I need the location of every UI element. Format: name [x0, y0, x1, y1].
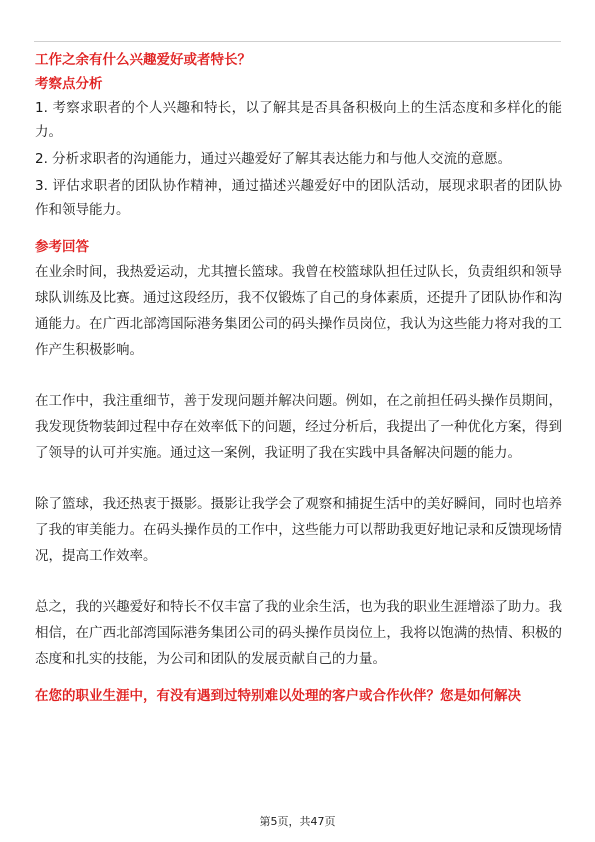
- page-content: [35, 50, 562, 706]
- answer-label: 参考回答: [35, 239, 89, 255]
- analysis-item-3: 3. 评估求职者的团队协作精神，通过描述兴趣爱好中的团队活动，展现求职者的团队协作和领导能力。: [35, 178, 562, 218]
- header-rule: [34, 41, 561, 42]
- next-question-title: 在您的职业生涯中，有没有遇到过特别难以处理的客户或合作伙伴？您是如何解决: [35, 688, 521, 704]
- question-title: 工作之余有什么兴趣爱好或者特长？: [35, 52, 251, 68]
- answer-paragraph-3: 除了篮球，我还热衷于摄影。摄影让我学会了观察和捕捉生活中的美好瞬间，同时也培养了我的审美能力。在码头操作员的工作中，这些能力可以帮助我更好地记录和反馈现场情况，提高工作效率。: [35, 496, 562, 564]
- analysis-label: 考察点分析: [35, 76, 103, 92]
- analysis-item-1: 1. 考察求职者的个人兴趣和特长，以了解其是否具备积极向上的生活态度和多样化的能力。: [35, 100, 562, 140]
- analysis-item-2: 2. 分析求职者的沟通能力，通过兴趣爱好了解其表达能力和与他人交流的意愿。: [35, 151, 512, 167]
- page-number: 第5页，共47页: [259, 815, 336, 828]
- answer-paragraph-4: 总之，我的兴趣爱好和特长不仅丰富了我的业余生活，也为我的职业生涯增添了助力。我相信，在广西北部湾国际港务集团公司的码头操作员岗位上，我将以饱满的热情、积极的态度和扎实的技能，为公司和团队的发展贡献自己的力量。: [35, 599, 562, 667]
- answer-paragraph-1: 在业余时间，我热爱运动，尤其擅长篮球。我曾在校篮球队担任过队长，负责组织和领导球队训练及比赛。通过这段经历，我不仅锻炼了自己的身体素质，还提升了团队协作和沟通能力。在广西北部湾国际港务集团公司的码头操作员岗位，我认为这些能力将对我的工作产生积极影响。: [35, 264, 562, 358]
- answer-paragraph-2: 在工作中，我注重细节，善于发现问题并解决问题。例如，在之前担任码头操作员期间，我发现货物装卸过程中存在效率低下的问题，经过分析后，我提出了一种优化方案，得到了领导的认可并实施。通过这一案例，我证明了我在实践中具备解决问题的能力。: [35, 393, 562, 461]
